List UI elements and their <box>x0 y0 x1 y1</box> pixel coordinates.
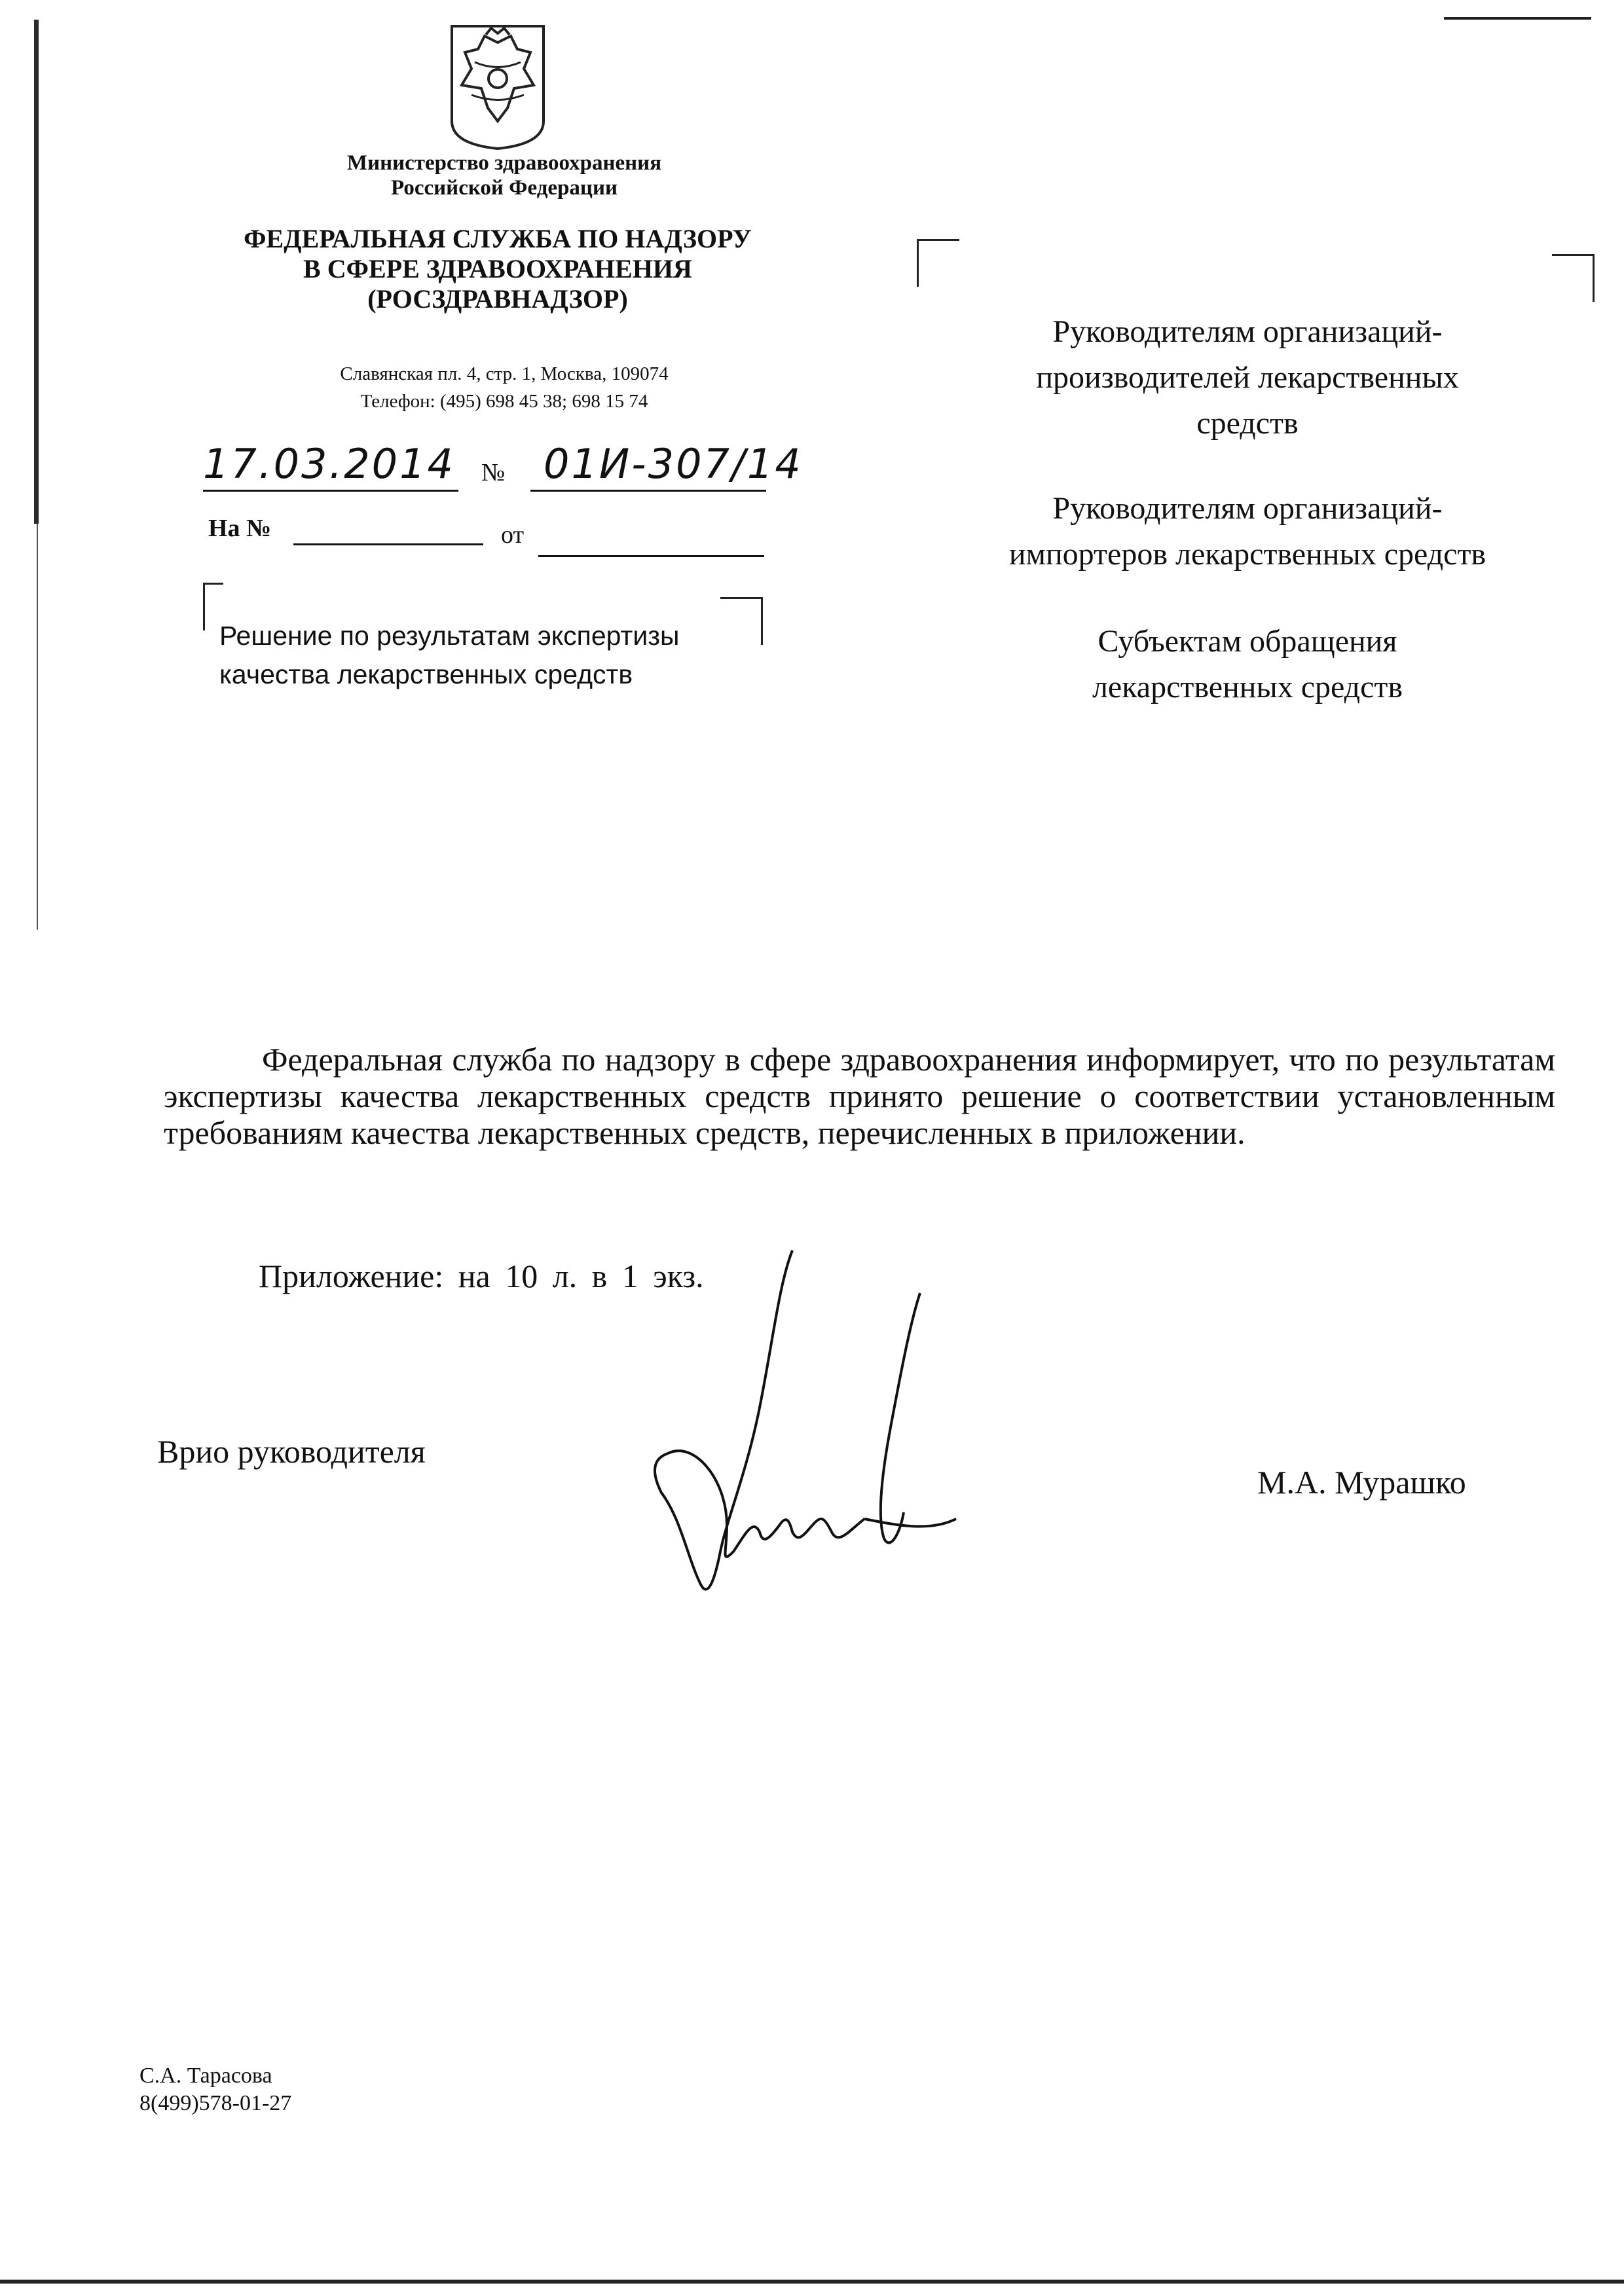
ministry-line: Министерство здравоохранения <box>346 151 662 175</box>
document-date: 17.03.2014 <box>203 440 455 488</box>
body-paragraph: Федеральная служба по надзору в сфере здравоохранения информирует, что по результатам экспертизы качества лекарственных средств принято решение о соответствии установленным требованиям качества лекарственных средств, перечисленных в приложении. <box>164 1041 1555 1151</box>
reply-label: На № <box>208 515 272 542</box>
number-label: № <box>481 459 506 486</box>
appendix-note: Приложение: на 10 л. в 1 экз. <box>259 1258 704 1294</box>
signer-title: Врио руководителя <box>157 1433 426 1470</box>
ministry-line: Российской Федерации <box>391 176 618 200</box>
number-underline <box>530 490 766 492</box>
reply-number-line <box>293 543 483 545</box>
scan-top-line <box>1444 17 1591 20</box>
handwritten-signature <box>648 1244 1015 1611</box>
scan-edge-mark <box>37 524 38 930</box>
date-underline <box>203 490 458 492</box>
document-number: 01И-307/14 <box>544 440 803 488</box>
executor-name: С.А. Тарасова <box>139 2064 272 2088</box>
recipient-producers <box>943 309 1552 446</box>
executor-block <box>139 2062 291 2117</box>
coat-of-arms-emblem <box>445 23 550 151</box>
recipient-bracket-left <box>917 239 959 287</box>
recipient-line: Руководителям организаций- <box>1052 491 1443 526</box>
recipient-line: Руководителям организаций- <box>1052 314 1443 349</box>
address: Славянская пл. 4, стр. 1, Москва, 109074 <box>340 363 669 384</box>
service-header <box>196 224 799 314</box>
executor-phone: 8(499)578-01-27 <box>139 2091 292 2115</box>
phone: Телефон: (495) 698 45 38; 698 15 74 <box>360 391 648 412</box>
reply-date-line <box>538 555 764 557</box>
service-line: В СФЕРЕ ЗДРАВООХРАНЕНИЯ <box>303 254 692 283</box>
address-block <box>236 360 773 415</box>
recipient-importers <box>943 486 1552 577</box>
recipient-subjects <box>943 619 1552 710</box>
scan-edge-mark <box>34 20 39 524</box>
signer-name: М.А. Мурашко <box>1257 1464 1466 1501</box>
recipient-line: лекарственных средств <box>1092 670 1403 704</box>
recipient-line: Субъектам обращения <box>1098 624 1397 659</box>
service-line: ФЕДЕРАЛЬНАЯ СЛУЖБА ПО НАДЗОРУ <box>244 224 752 253</box>
recipient-line: средств <box>1196 406 1299 441</box>
from-label: от <box>501 521 525 549</box>
subject-line: качества лекарственных средств <box>219 659 633 689</box>
recipient-line: импортеров лекарственных средств <box>1008 537 1486 572</box>
ministry-header <box>275 151 733 200</box>
subject-line: Решение по результатам экспертизы <box>219 621 680 651</box>
body-text <box>164 1041 1555 1151</box>
subject <box>219 617 763 694</box>
scan-bottom-line <box>0 2280 1624 2284</box>
recipient-line: производителей лекарственных <box>1036 360 1459 395</box>
service-line: (РОСЗДРАВНАДЗОР) <box>367 284 628 314</box>
recipient-bracket-right <box>1552 254 1595 302</box>
